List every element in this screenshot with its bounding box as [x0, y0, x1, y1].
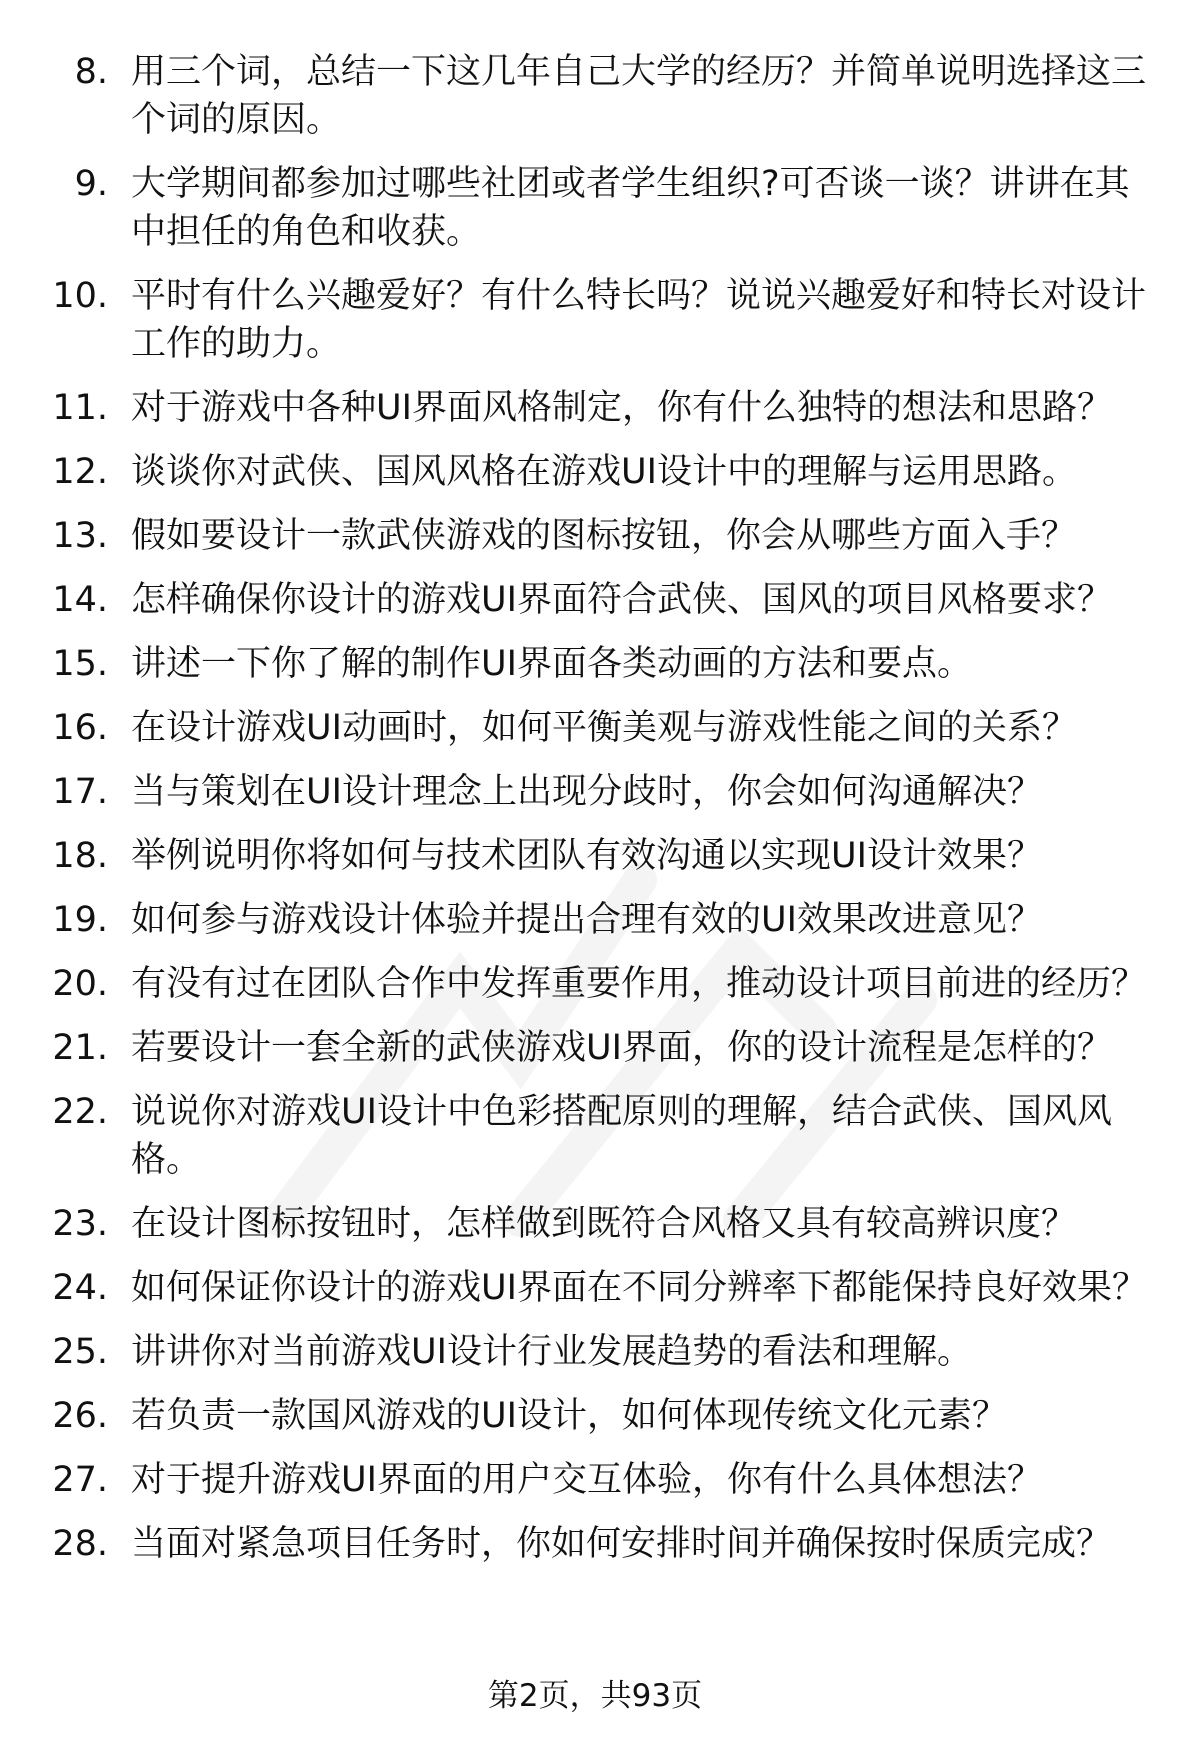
question-text: 在设计图标按钮时，怎样做到既符合风格又具有较高辨识度？ [131, 1204, 1077, 1244]
list-item [0, 1392, 1190, 1440]
question-text: 对于游戏中各种UI界面风格制定，你有什么独特的想法和思路？ [131, 388, 1112, 428]
question-number: 10. [52, 276, 108, 316]
list-item [0, 1024, 1190, 1072]
list-item [0, 1520, 1190, 1568]
question-text: 若要设计一套全新的武侠游戏UI界面，你的设计流程是怎样的？ [131, 1028, 1112, 1068]
list-item [0, 512, 1190, 560]
question-text: 有没有过在团队合作中发挥重要作用，推动设计项目前进的经历？ [131, 964, 1147, 1004]
question-text: 若负责一款国风游戏的UI设计，如何体现传统文化元素？ [131, 1396, 1007, 1436]
question-text: 对于提升游戏UI界面的用户交互体验，你有什么具体想法？ [131, 1460, 1042, 1500]
question-number: 22. [52, 1092, 108, 1132]
list-item [0, 448, 1190, 496]
question-number: 25. [52, 1332, 108, 1372]
question-number: 23. [52, 1204, 108, 1244]
list-item [0, 832, 1190, 880]
list-item [0, 576, 1190, 624]
list-item [0, 640, 1190, 688]
question-number: 19. [52, 900, 108, 940]
question-number: 21. [52, 1028, 108, 1068]
question-number: 16. [52, 708, 108, 748]
list-item [0, 272, 1190, 368]
page-number-label: 第2页，共93页 [487, 1678, 703, 1714]
question-text: 如何参与游戏设计体验并提出合理有效的UI效果改进意见？ [131, 900, 1042, 940]
question-text: 当与策划在UI设计理念上出现分歧时，你会如何沟通解决？ [131, 772, 1042, 812]
list-item [0, 768, 1190, 816]
list-item [0, 1328, 1190, 1376]
page-footer [0, 1676, 1190, 1716]
list-item [0, 1200, 1190, 1248]
list-item [0, 1264, 1190, 1312]
question-number: 14. [52, 580, 108, 620]
question-text: 举例说明你将如何与技术团队有效沟通以实现UI设计效果？ [131, 836, 1042, 876]
question-list [0, 48, 1190, 1584]
question-number: 13. [52, 516, 108, 556]
question-text: 大学期间都参加过哪些社团或者学生组织?可否谈一谈？讲讲在其中担任的角色和收获。 [131, 164, 1130, 252]
question-number: 27. [52, 1460, 108, 1500]
question-text: 当面对紧急项目任务时，你如何安排时间并确保按时保质完成？ [131, 1524, 1112, 1564]
question-text: 在设计游戏UI动画时，如何平衡美观与游戏性能之间的关系？ [131, 708, 1077, 748]
list-item [0, 48, 1190, 144]
question-number: 28. [52, 1524, 108, 1564]
question-text: 讲述一下你了解的制作UI界面各类动画的方法和要点。 [131, 644, 972, 684]
question-text: 说说你对游戏UI设计中色彩搭配原则的理解，结合武侠、国风风格。 [131, 1092, 1112, 1180]
question-text: 平时有什么兴趣爱好？有什么特长吗？说说兴趣爱好和特长对设计工作的助力。 [131, 276, 1147, 364]
list-item [0, 160, 1190, 256]
question-number: 26. [52, 1396, 108, 1436]
question-number: 17. [52, 772, 108, 812]
question-number: 9. [74, 164, 108, 204]
question-text: 谈谈你对武侠、国风风格在游戏UI设计中的理解与运用思路。 [131, 452, 1077, 492]
question-number: 11. [52, 388, 108, 428]
list-item [0, 1088, 1190, 1184]
question-text: 假如要设计一款武侠游戏的图标按钮，你会从哪些方面入手？ [131, 516, 1077, 556]
question-text: 用三个词，总结一下这几年自己大学的经历？并简单说明选择这三个词的原因。 [131, 52, 1147, 140]
question-number: 12. [52, 452, 108, 492]
question-number: 8. [74, 52, 108, 92]
question-text: 讲讲你对当前游戏UI设计行业发展趋势的看法和理解。 [131, 1332, 972, 1372]
question-number: 24. [52, 1268, 108, 1308]
list-item [0, 960, 1190, 1008]
question-number: 15. [52, 644, 108, 684]
question-text: 怎样确保你设计的游戏UI界面符合武侠、国风的项目风格要求？ [131, 580, 1112, 620]
list-item [0, 384, 1190, 432]
list-item [0, 896, 1190, 944]
list-item [0, 1456, 1190, 1504]
question-number: 20. [52, 964, 108, 1004]
question-text: 如何保证你设计的游戏UI界面在不同分辨率下都能保持良好效果？ [131, 1268, 1147, 1308]
list-item [0, 704, 1190, 752]
question-number: 18. [52, 836, 108, 876]
